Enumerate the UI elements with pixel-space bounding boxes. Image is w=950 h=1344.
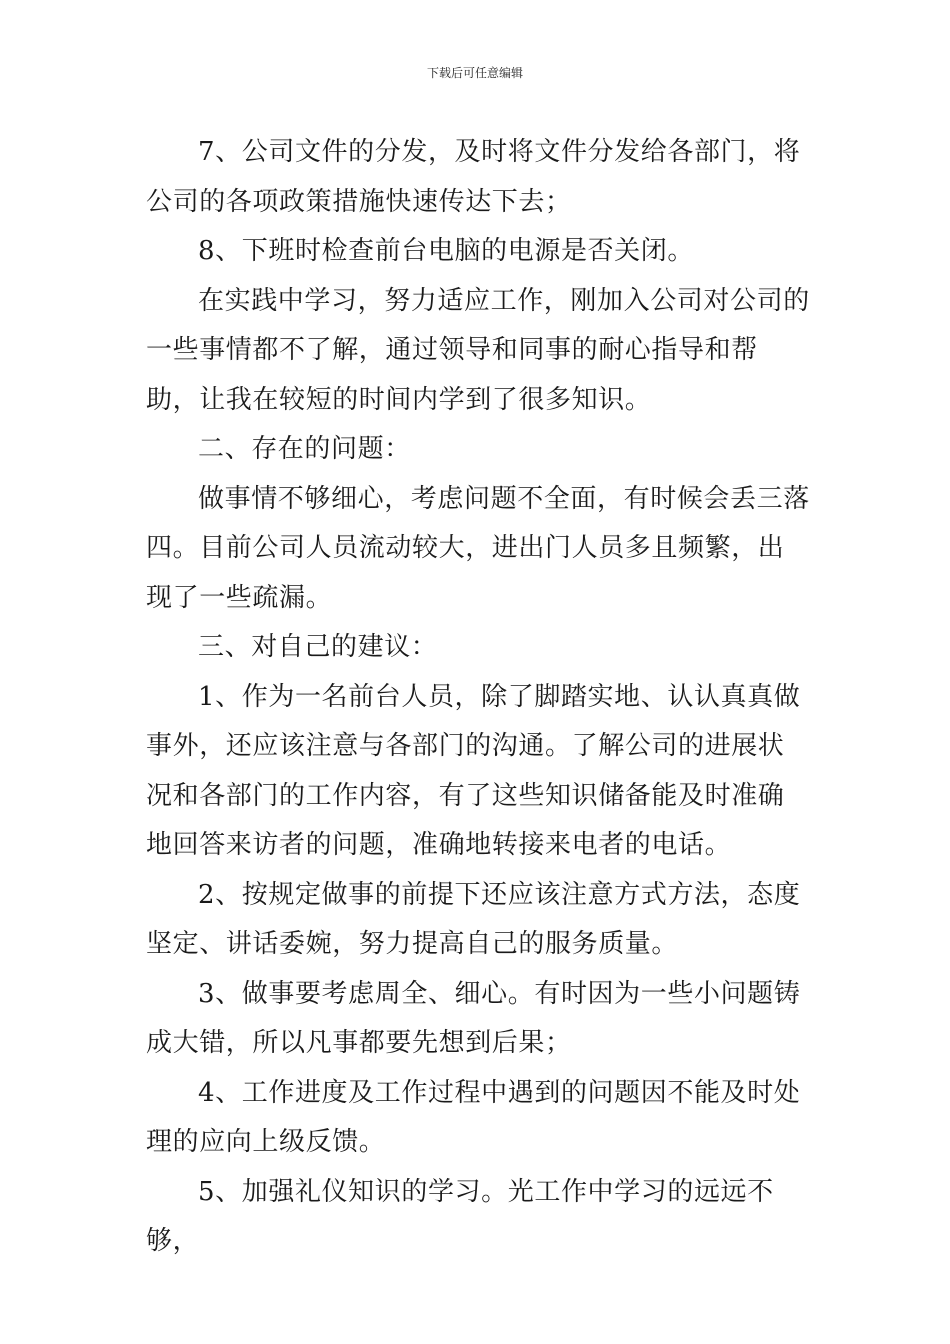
paragraph-item-8: 8、下班时检查前台电脑的电源是否关闭。 — [198, 236, 694, 266]
suggestion-item-3: 3、做事要考虑周全、细心。有时因为一些小问题铸成大错，所以凡事都要先想到后果； — [146, 978, 801, 1058]
suggestion-item-4: 4、工作进度及工作过程中遇到的问题因不能及时处理的应向上级反馈。 — [146, 1077, 801, 1157]
paragraph-item-7: 7、公司文件的分发，及时将文件分发给各部门，将公司的各项政策措施快速传达下去； — [146, 137, 801, 217]
section-heading-suggestions: 三、对自己的建议： — [198, 632, 438, 662]
paragraph-learning: 在实践中学习，努力适应工作，刚加入公司对公司的一些事情都不了解，通过领导和同事的耐心指导和帮助，让我在较短的时间内学到了很多知识。 — [146, 285, 810, 415]
suggestion-item-5: 5、加强礼仪知识的学习。光工作中学习的远远不够， — [146, 1176, 774, 1256]
page-header-note: 下载后可任意编辑 — [426, 66, 523, 80]
suggestion-item-1: 1、作为一名前台人员，除了脚踏实地、认认真真做事外，还应该注意与各部门的沟通。了解公司的进展状况和各部门的工作内容，有了这些知识储备能及时准确地回答来访者的问题，准确地转接来电者的电话。 — [146, 681, 801, 860]
suggestion-item-2: 2、按规定做事的前提下还应该注意方式方法，态度坚定、讲话委婉，努力提高自己的服务质量。 — [146, 879, 801, 959]
document-body — [146, 128, 810, 1267]
paragraph-problems: 做事情不够细心，考虑问题不全面，有时候会丢三落四。目前公司人员流动较大，进出门人员多且频繁，出现了一些疏漏。 — [146, 483, 810, 613]
section-heading-problems: 二、存在的问题： — [198, 434, 411, 464]
